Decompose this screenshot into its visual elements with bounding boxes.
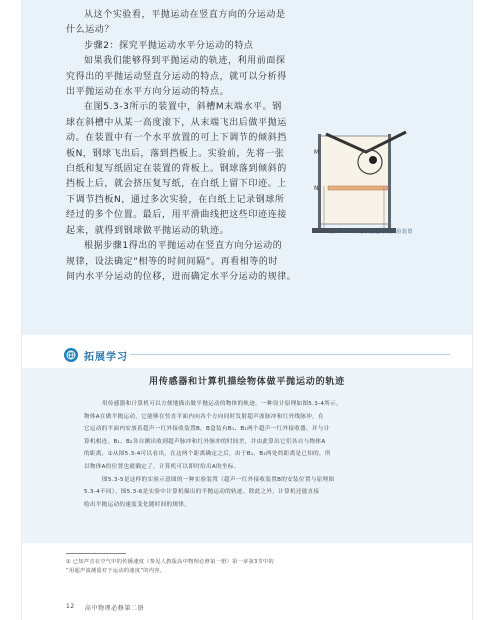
- text-line: 规律，设法确定“相等的时间间隔”。再看相等的时: [66, 256, 279, 267]
- divider: [130, 354, 450, 355]
- text-line: 白纸和复写纸固定在装置的背板上。钢球落到倾斜的: [66, 164, 287, 175]
- text-line: 以物体A的位置也就确定了。计算机可以即时给出A的坐标。: [84, 463, 240, 470]
- main-text: [66, 8, 297, 285]
- text-line: 算机相连。B₁、B₂各自测出收到超声脉冲和红外脉冲的时间差，并由此算出它们各自与物体A: [84, 438, 326, 445]
- text-line: 它运动的平面内安放着超声一红外接收装置B，B盒装有B₁、B₂两个超声一红外接收器，并与计: [84, 426, 330, 433]
- page-number: 12: [66, 603, 75, 610]
- text-line: 出平抛运动在水平方向分运动的特点。: [66, 87, 230, 98]
- extension-heading: 用传感器和计算机描绘物体做平抛运动的轨迹: [148, 377, 345, 387]
- text-line: 球在斜槽中从某一高度滚下，从末端飞出后做平抛运: [66, 117, 287, 128]
- extension-text: [84, 398, 426, 511]
- section-title: 拓展学习: [84, 351, 128, 363]
- text-line: 究得出的平抛运动竖直分运动的特点，就可以分析得: [66, 71, 287, 82]
- footnote: [66, 558, 274, 576]
- figure-caption: 图5.3-3 研究平抛运动的实验装置: [330, 229, 413, 235]
- step-heading: 步骤2：探究平抛运动水平分运动的特点: [84, 40, 254, 51]
- extension-header: [64, 344, 128, 366]
- book-title: 高中物理必修第二册: [84, 605, 145, 612]
- apparatus-illustration: [306, 124, 456, 244]
- text-line: 挡板上后，就会挤压复写纸，在白纸上留下印迹。上: [66, 179, 287, 190]
- text-line: 间内水平分运动的位移，进而确定水平分运动的规律。: [66, 271, 297, 282]
- text-line: 起来，就得到钢球做平抛运动的轨迹。: [66, 225, 230, 236]
- text-line: 物体A在做平抛运动，它能够在竖直平面内向各个方向同时发射超声波脉冲和红外线脉冲，在: [84, 413, 324, 420]
- globe-icon: [64, 348, 78, 362]
- footnote-divider: [66, 553, 126, 554]
- text-line: 从这个实验看，平抛运动在竖直方向的分运动是: [84, 10, 286, 20]
- footnote-line: “用超声波测量对于运动的速度”的内容。: [66, 568, 166, 574]
- text-line: 5.3-4不同）。图5.3-6是实验中计算机描出的平抛运动的轨迹。除此之外，计算机还能直接: [84, 489, 320, 496]
- text-line: 下调节挡板N，通过多次实验，在白纸上记录钢球所: [66, 194, 285, 205]
- text-line: 用传感器和计算机可以方便地描出做平抛运动的物体的轨迹。一种设计原理如图5.3-4所示。: [102, 401, 342, 407]
- text-line: 板N，钢球飞出后，落到挡板上。实验前，先将一张: [66, 148, 285, 159]
- text-line: 动。在装置中有一个水平放置的可上下调节的倾斜挡: [66, 133, 287, 144]
- text-line: 的距离，①从图5.3-4可以看出，在这两个距离确定之后，由于B₁、B₂两处的距离是已知的，所: [84, 451, 331, 458]
- experiment-figure: [306, 124, 456, 244]
- text-line: 经过的多个位置。最后，用平滑曲线把这些印迹连接: [66, 210, 287, 221]
- text-line: 如果我们能够得到平抛运动的轨迹，利用前面探: [84, 56, 286, 67]
- text-line: 什么运动？: [66, 25, 115, 36]
- text-line: 根据步骤1得出的平抛运动在竖直方向分运动的: [84, 241, 283, 252]
- text-line: 绘出平抛运动的速度变化随时间的规律。: [84, 501, 191, 508]
- label-m: M: [314, 149, 320, 156]
- page-footer: [66, 603, 144, 612]
- footnote-line: ① 已知声音在空气中的传播速度（参见人教版高中物理必修第一册）第一章第3节中的: [66, 559, 275, 565]
- text-line: 在图5.3-3所示的装置中，斜槽M末端水平。钢: [84, 102, 282, 113]
- text-line: 图5.3-5是这样的实验示意图的一种实验装置（超声一红外接收装置B的安装位置与原理图: [102, 476, 335, 483]
- label-n: N: [314, 185, 319, 192]
